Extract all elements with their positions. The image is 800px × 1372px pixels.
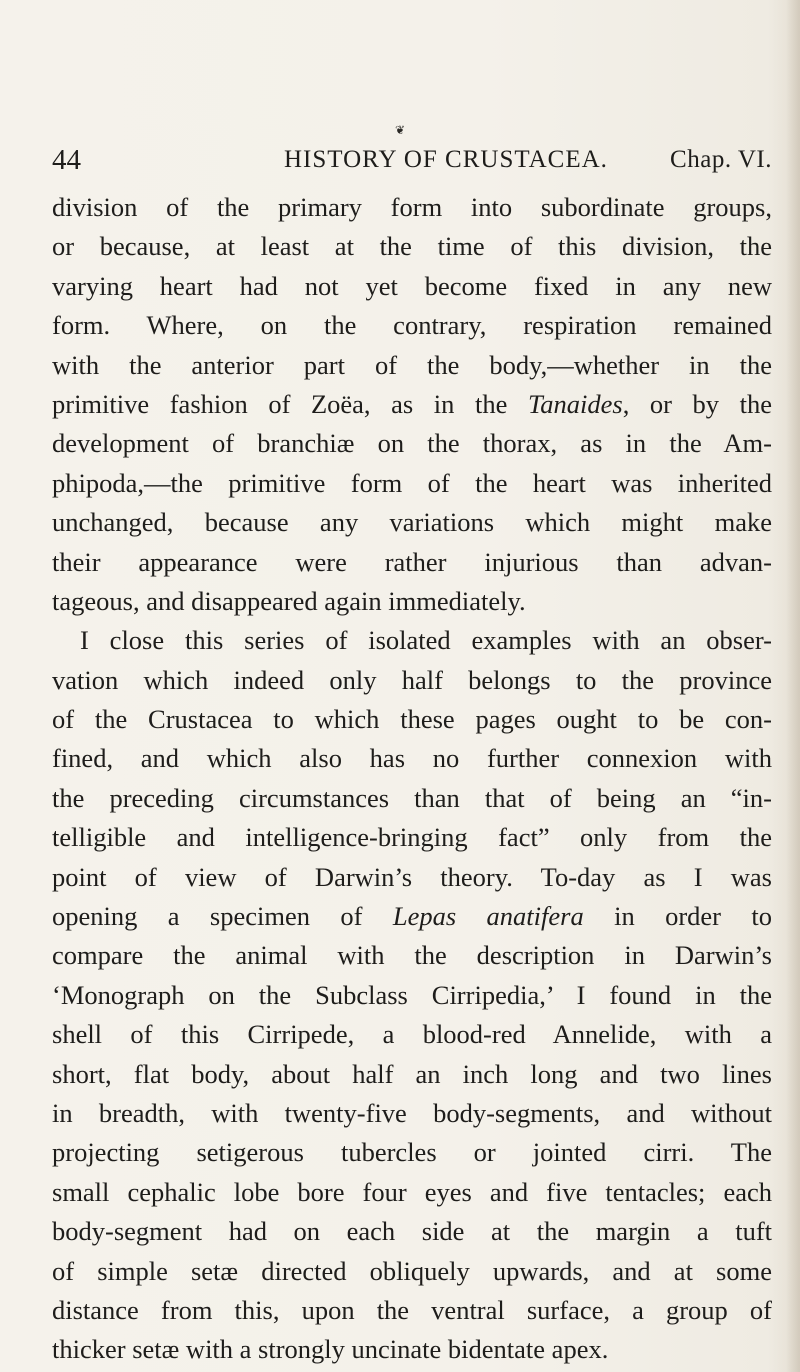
- text-line: body-segment had on each side at the margin a tuft: [52, 1216, 772, 1247]
- text-line: vation which indeed only half belongs to the province: [52, 664, 772, 695]
- text-line: unchanged, because any variations which might make: [52, 507, 772, 538]
- text-line: the preceding circumstances than that of being an “in-: [52, 782, 772, 813]
- text-line: varying heart had not yet become fixed in any new: [52, 270, 772, 301]
- text-line: opening a specimen of Lepas anatifera in order to: [52, 901, 772, 932]
- text-line: of the Crustacea to which these pages ought to be con-: [52, 704, 772, 735]
- printer-ornament: ❦: [395, 123, 406, 137]
- text-line: compare the animal with the description in Darwin’s: [52, 940, 772, 971]
- text-line: or because, at least at the time of this division, the: [52, 231, 772, 262]
- text-line-paragraph-start: I close this series of isolated examples with an obser-: [80, 625, 772, 656]
- italic-taxon: Tanaides: [527, 388, 623, 419]
- text-line: in breadth, with twenty-five body-segments, and without: [52, 1097, 772, 1128]
- text-line: shell of this Cirripede, a blood-red Annelide, with a: [52, 1019, 772, 1050]
- text-line: form. Where, on the contrary, respiration remained: [52, 310, 772, 341]
- text-line-paragraph-end: tageous, and disappeared again immediately.: [52, 585, 526, 616]
- text-line: small cephalic lobe bore four eyes and five tentacles; each: [52, 1176, 772, 1207]
- text-line: phipoda,—the primitive form of the heart was inherited: [52, 467, 772, 498]
- text-line: distance from this, upon the ventral surface, a group of: [52, 1294, 772, 1325]
- text-line: of simple setæ directed obliquely upwards, and at some: [52, 1255, 772, 1286]
- text-line: ‘Monograph on the Subclass Cirripedia,’ I found in the: [52, 979, 772, 1010]
- text-line: division of the primary form into subordinate groups,: [52, 192, 772, 222]
- text-line: projecting setigerous tubercles or jointed cirri. The: [52, 1137, 772, 1168]
- text-line: their appearance were rather injurious than advan-: [52, 546, 772, 577]
- text-line-paragraph-end: thicker setæ with a strongly uncinate bidentate apex.: [52, 1334, 609, 1365]
- text-line: with the anterior part of the body,—whether in the: [52, 349, 772, 380]
- text-line: fined, and which also has no further connexion with: [52, 743, 772, 774]
- running-title: HISTORY OF CRUSTACEA.: [284, 146, 608, 173]
- chapter-label: Chap. VI.: [670, 146, 772, 173]
- text-line: point of view of Darwin’s theory. To-day as I was: [52, 861, 772, 892]
- text-line: development of branchiæ on the thorax, as in the Am-: [52, 428, 772, 459]
- text-line: telligible and intelligence-bringing fact” only from the: [52, 822, 772, 853]
- text-line: short, flat body, about half an inch long and two lines: [52, 1058, 772, 1089]
- italic-taxon: Lepas anatifera: [392, 901, 584, 932]
- page-number: 44: [52, 144, 81, 176]
- running-header: [52, 140, 772, 180]
- page-edge-shadow: [786, 0, 800, 1372]
- body-text: [52, 188, 772, 1370]
- text-line: primitive fashion of Zoëa, as in the Tanaides, or by the: [52, 388, 772, 419]
